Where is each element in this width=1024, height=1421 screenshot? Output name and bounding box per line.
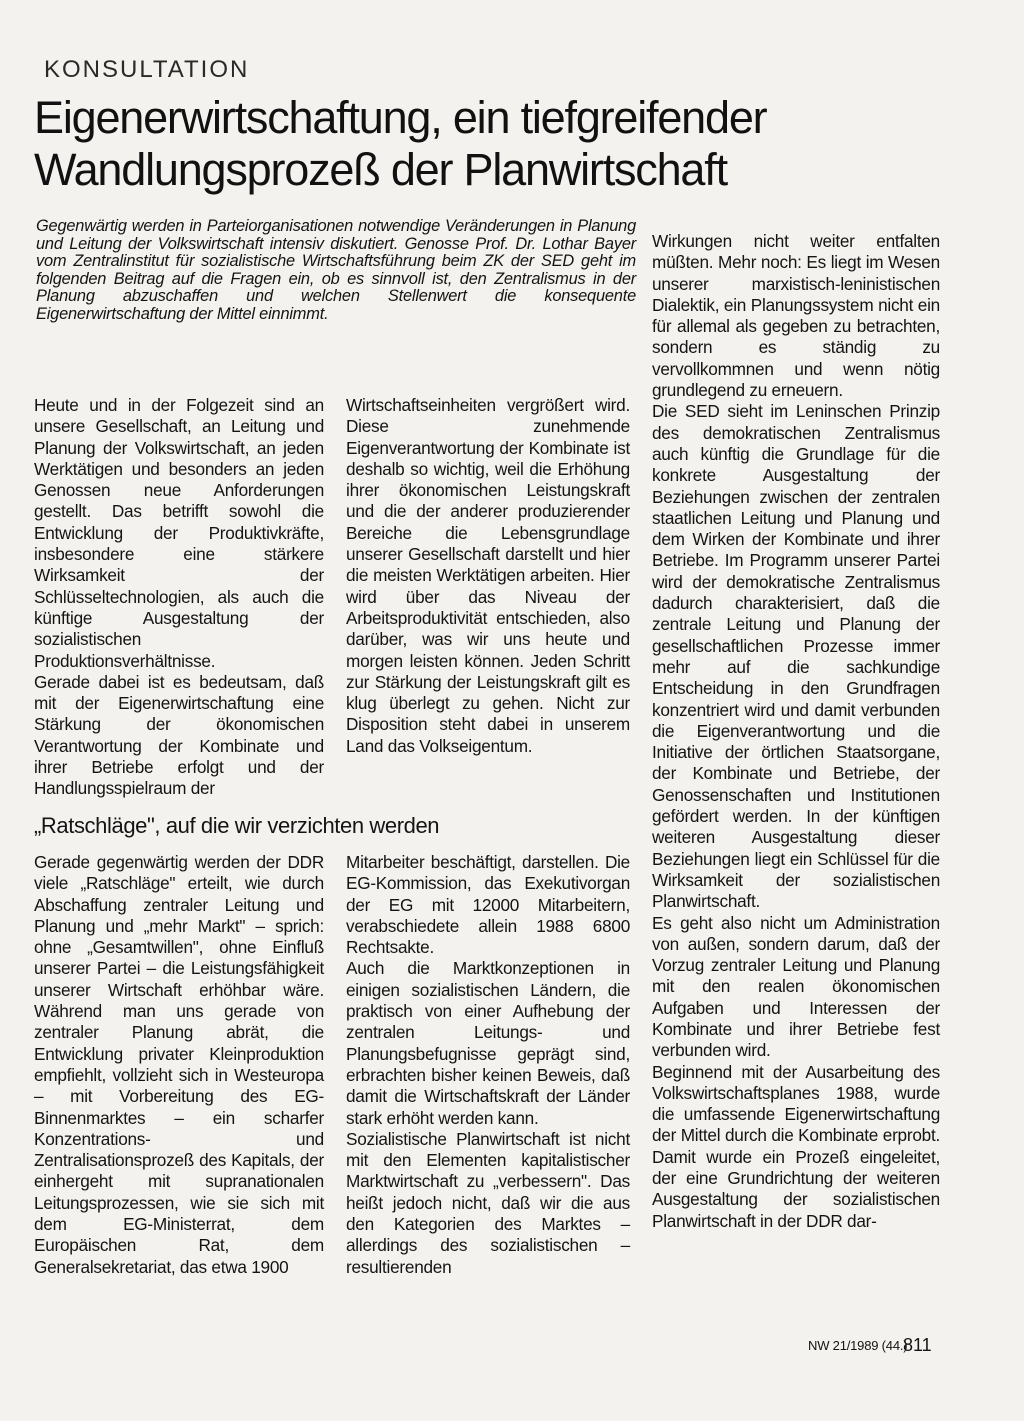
paragraph: Es geht also nicht um Administration von außen, sondern darum, daß der Vorzug zentraler Leitung und Planung mit den realen ökonomischen Aufgaben und Interessen der Kombinate und ihrer Betriebe fest verbunden wird. xyxy=(652,912,940,1061)
headline-line-2: Wandlungsprozeß der Planwirtschaft xyxy=(34,144,727,195)
column-1-bottom xyxy=(34,852,324,1278)
column-3 xyxy=(652,231,940,1232)
paragraph: Wirtschaftseinheiten vergrößert wird. Diese zunehmende Eigenverantwortung der Kombinate ist deshalb so wichtig, weil die Erhöhung ihrer ökonomischen Leistungskraft und die der anderer produzierender Bereiche die Lebensgrundlage unserer Gesellschaft darstellt und hier die meisten Werktätigen arbeiten. Hier wird über das Niveau der Arbeitsproduktivität entschieden, also darüber, was wir uns heute und morgen leisten können. Jeden Schritt zur Stärkung der Leistungskraft gilt es klug überlegt zu gehen. Nicht zur Disposition steht dabei in unserem Land das Volkseigentum. xyxy=(346,395,630,756)
paragraph: Gerade gegenwärtig werden der DDR viele „Ratschläge" erteilt, wie durch Abschaffung zentraler Leitung und Planung und „mehr Markt" – sprich: ohne „Gesamtwillen", ohne Einfluß unserer Partei – die Leistungsfähigkeit unserer Wirtschaft erhöhbar wäre. Während man uns gerade von zentraler Planung abrät, die Entwicklung privater Kleinproduktion empfiehlt, vollzieht sich in Westeuropa – mit Vorbereitung des EG-Binnenmarktes – ein scharfer Konzentrations- und Zentralisationsprozeß des Kapitals, der einhergeht mit supranationalen Leitungsprozessen, wie sie sich mit dem EG-Ministerrat, dem Europäischen Rat, dem Generalsekretariat, das etwa 1900 xyxy=(34,852,324,1277)
column-2-bottom xyxy=(346,852,630,1278)
article-headline xyxy=(34,92,934,196)
section-subheading: „Ratschläge", auf die wir verzichten werden xyxy=(34,813,440,838)
issue-reference: NW 21/1989 (44.) xyxy=(808,1338,908,1353)
paragraph: Sozialistische Planwirtschaft ist nicht mit den Elementen kapitalistischer Marktwirtschaft zu „verbessern". Das heißt jedoch nicht, daß wir die aus den Kategorien des Marktes – allerdings des sozialistischen – resultierenden xyxy=(346,1128,630,1277)
paragraph: Gerade dabei ist es bedeutsam, daß mit der Eigenerwirtschaftung eine Stärkung der ökonomischen Verantwortung der Kombinate und ihrer Betriebe erfolgt und der Handlungsspielraum der xyxy=(34,671,324,799)
paragraph: Beginnend mit der Ausarbeitung des Volkswirtschaftsplanes 1988, wurde die umfassende Eigenerwirtschaftung der Mittel durch die Kombinate erprobt. Damit wurde ein Prozeß eingeleitet, der eine Grundrichtung der weiteren Ausgestaltung der sozialistischen Planwirtschaft in der DDR dar- xyxy=(652,1061,940,1231)
column-1-top xyxy=(34,395,324,800)
article-intro: Gegenwärtig werden in Parteiorganisationen notwendige Veränderungen in Planung und Leitung der Volkswirtschaft intensiv diskutiert. Genosse Prof. Dr. Lothar Bayer vom Zentralinstitut für sozialistische Wirtschaftsführung beim ZK der SED geht im folgenden Beitrag auf die Fragen ein, ob es sinnvoll ist, den Zentralismus in der Planung abzuschaffen und welchen Stellenwert die konsequente Eigenerwirtschaftung der Mittel einnimmt. xyxy=(36,217,636,323)
paragraph: Mitarbeiter beschäftigt, darstellen. Die EG-Kommission, das Exekutivorgan der EG mit 12000 Mitarbeitern, verabschiedete allein 1988 6800 Rechtsakte. xyxy=(346,852,630,958)
paragraph: Auch die Marktkonzeptionen in einigen sozialistischen Ländern, die praktisch von einer Aufhebung der zentralen Leitungs- und Planungsbefugnisse geprägt sind, erbrachten bisher keinen Beweis, daß damit die Wirtschaftskraft der Länder stark erhöht werden kann. xyxy=(346,958,630,1128)
column-2-top xyxy=(346,395,630,757)
section-kicker: KONSULTATION xyxy=(44,56,250,83)
paragraph: Die SED sieht im Leninschen Prinzip des demokratischen Zentralismus auch künftig die Grundlage für die konkrete Ausgestaltung der Beziehungen zwischen der zentralen staatlichen Leitung und Planung und dem Wirken der Kombinate und ihrer Betriebe. Im Programm unserer Partei wird der demokratische Zentralismus dadurch charakterisiert, daß die zentrale Leitung und Planung der gesellschaftlichen Prozesse immer mehr auf die sachkundige Entscheidung in den Grundfragen konzentriert wird und damit verbunden die Eigenverantwortung und die Initiative der örtlichen Staatsorgane, der Kombinate und Betriebe, der Genossenschaften und Institutionen gefördert werden. In der künftigen weiteren Ausgestaltung dieser Beziehungen liegt ein Schlüssel für die Wirksamkeit der sozialistischen Planwirtschaft. xyxy=(652,401,940,912)
paragraph: Wirkungen nicht weiter entfalten müßten. Mehr noch: Es liegt im Wesen unserer marxistisch-leninistischen Dialektik, ein Planungssystem nicht ein für allemal als gegeben zu betrachten, sondern es ständig zu vervollkommnen und wenn nötig grundlegend zu erneuern. xyxy=(652,231,940,401)
headline-line-1: Eigenerwirtschaftung, ein tiefgreifender xyxy=(34,92,767,143)
paragraph: Heute und in der Folgezeit sind an unsere Gesellschaft, an Leitung und Planung der Volkswirtschaft, an jeden Werktätigen und besonders an jeden Genossen neue Anforderungen gestellt. Das betrifft sowohl die Entwicklung der Produktivkräfte, insbesondere eine stärkere Wirksamkeit der Schlüsseltechnologien, als auch die künftige Ausgestaltung der sozialistischen Produktionsverhältnisse. xyxy=(34,395,324,671)
page-number: 811 xyxy=(903,1335,932,1355)
